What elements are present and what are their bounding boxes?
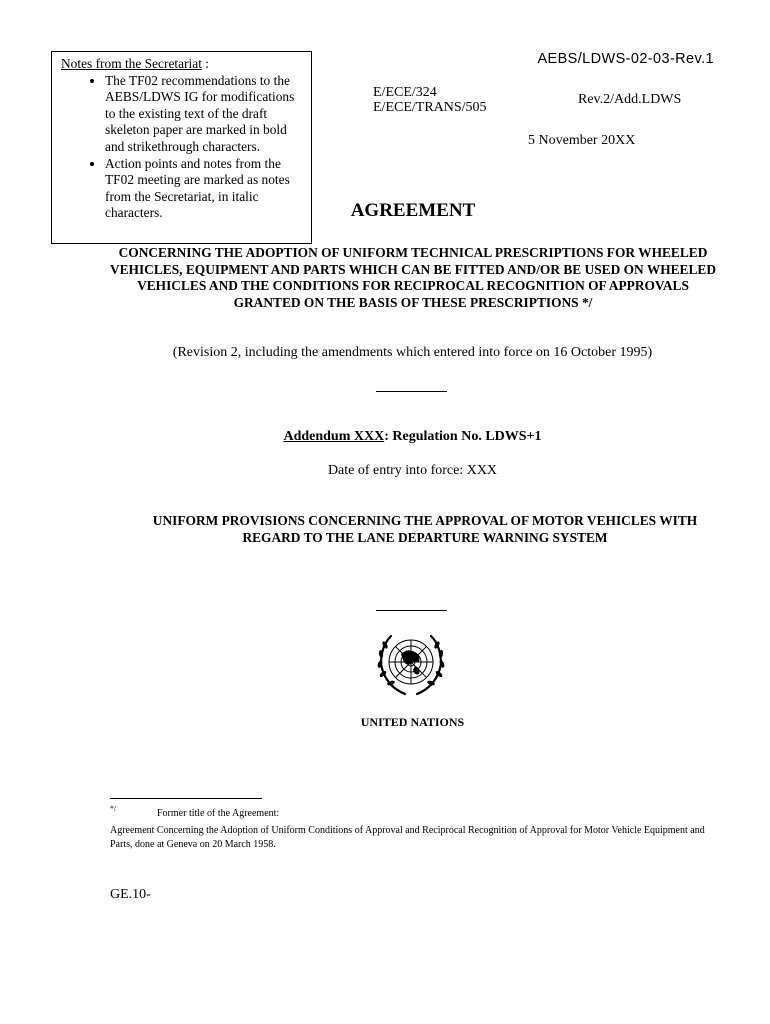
footnote-title: Former title of the Agreement: xyxy=(157,808,280,819)
symbol-ece-trans: E/ECE/TRANS/505 xyxy=(373,100,487,115)
organization-name: UNITED NATIONS xyxy=(360,715,465,729)
notes-title-line xyxy=(61,56,303,73)
un-emblem-icon xyxy=(371,630,451,702)
notes-title: Notes from the Secretariat xyxy=(61,56,202,71)
agreement-heading: AGREEMENT xyxy=(350,200,476,221)
document-date: 5 November 20XX xyxy=(528,133,636,148)
addendum-label: Addendum XXX xyxy=(283,429,385,444)
footnote-text: Agreement Concerning the Adoption of Uniform Conditions of Approval and Reciprocal Recognition of Approval for Motor Vehicle Equipment and Parts, done at Geneva on 20 March 1958. xyxy=(110,825,705,850)
footnote-separator xyxy=(110,798,262,799)
regulation-title: UNIFORM PROVISIONS CONCERNING THE APPROVAL OF MOTOR VEHICLES WITH REGARD TO THE LANE DEPARTURE WARNING SYSTEM xyxy=(152,513,698,545)
agreement-subtitle: CONCERNING THE ADOPTION OF UNIFORM TECHNICAL PRESCRIPTIONS FOR WHEELED VEHICLES, EQUIPMENT AND PARTS WHICH CAN BE FITTED AND/OR BE USED ON WHEELED VEHICLES AND THE CONDITIONS FOR RECIPROCAL RECOGNITION OF APPROVALS GRANTED ON THE BASIS OF THESE PRESCRIPTIONS */ xyxy=(109,245,717,310)
revision-reference: Rev.2/Add.LDWS xyxy=(578,92,682,107)
separator-line xyxy=(376,391,447,392)
notes-item: • The TF02 recommendations to the AEBS/LDWS IG for modifications to the existing text of the draft skeleton paper are marked in bold and strikethrough characters. xyxy=(105,73,303,156)
revision-note: (Revision 2, including the amendments which entered into force on 16 October 1995) xyxy=(172,345,653,360)
document-symbols xyxy=(373,85,487,115)
symbol-ece: E/ECE/324 xyxy=(373,85,437,100)
notes-title-suffix: : xyxy=(201,56,209,71)
separator-line xyxy=(376,610,447,611)
job-number: GE.10- xyxy=(110,887,151,902)
footnote-mark: */ xyxy=(110,804,117,813)
entry-into-force: Date of entry into force: XXX xyxy=(327,463,498,478)
addendum-regulation: : Regulation No. LDWS+1 xyxy=(384,429,542,444)
document-id: AEBS/LDWS-02-03-Rev.1 xyxy=(537,51,714,67)
notes-item: • Action points and notes from the TF02 meeting are marked as notes from the Secretariat, in italic characters. xyxy=(105,156,303,222)
addendum-heading xyxy=(0,429,770,445)
